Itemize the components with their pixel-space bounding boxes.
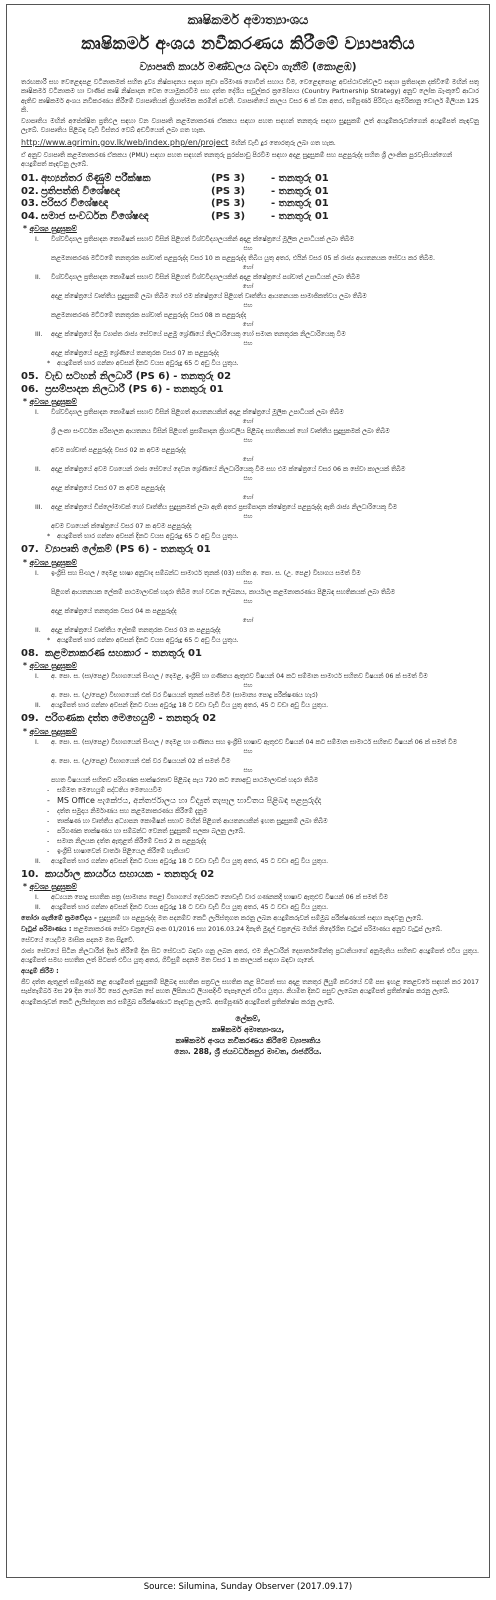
section-heading: 09. පරිගණක දත්ත මෙහෙයුම් - තනතුරු 02 [21,713,217,725]
position-title: පරිසර විශේෂඥ [41,198,109,210]
position-code: (PS 3) [211,210,246,222]
qualifications-heading: * අවශ්‍ය සුදුසුකම් [23,557,77,567]
qualification-item: II. අයදුම්පත් භාර ගන්නා අවසන් දිනට වයස අවුරුදු 18 ට වඩා වැඩි විය යුතු අතර, 45 ට වඩා අඩු විය යුතුය. [35,702,329,710]
qualification-detail: කළමනාකරණ මට්ටමේ තනතුරක පශ්චාත් පළපුරුද්ද වසර 10 ක පළපුරුද්ද තිබිය යුතු අතර, එයින් වසර 05 ක් රාජ්‍ය ආයතනයක සේවය කර තිබීම. [51,255,436,263]
subtitle-heading: ව්‍යාපෘති කාර්ය මණ්ඩලය බඳවා ගැනීම් (කොළඹ) [139,61,357,73]
section-heading: 07. ව්‍යාපෘති ලේකම් (PS 6) - තනතුරු 01 [21,544,211,556]
position-title: සමාජ සංවර්ධන විශේෂඥ [41,210,149,222]
qualification-item: II. විශ්වවිද්‍යාල ප්‍රතිපාදන කොමිෂන් සභාව විසින් පිළිගත් විශ්වවිද්‍යාලයකින් අදාළ ක්ෂේත්‍රයේ පශ්චාත් උපාධියක් ලබා තිබීම [35,274,360,282]
position-code: (PS 3) [211,198,246,210]
qualification-detail: අදාළ ක්ෂේත්‍රයේ වෘත්තීය සුදුසුකම් ලබා තිබීම හෝ එම ක්ෂේත්‍රයේ පිළිගත් වෘත්තීය ආයතනයක සාමාජිකත්වය ලබා තිබීම [51,293,367,301]
qualifications-heading: * අවශ්‍ය සුදුසුකම් [23,397,77,407]
qualification-detail: අ. පො. ස. (උ/පෙළ) විභාගයෙන් එක් වර විෂයයන් 02 ක් සමත් වීම [51,757,231,765]
qualification-item: I. ඉංග්‍රීසි සහ සිංහල / දෙමළ භාෂා අනුවාද සම්බන්ධ සාමාර්ථ තුනක් (03) සහිත අ. පො. ස. (උ. පෙළ) විභාගය සමත් වීම [35,569,361,577]
project-link[interactable]: http://www.agrimin.gov.lk/web/index.php/en/project [21,137,229,147]
connector-and: සහ [243,682,253,690]
qualification-detail: අවම පශ්චාත් පළපුරුද්ද වසර 02 ක අවම පළපුරුද්ද [51,447,186,455]
position-count: - තනතුරු 01 [271,210,329,222]
connector-and: සහ [243,766,253,774]
position-row [21,198,479,211]
position-count: - තනතුරු 01 [271,173,329,185]
intro-paragraph-2: ව්‍යාපෘතිය මඟින් අපේක්ෂිත ප්‍රතිඵල සඳහා වන ව්‍යාපෘති කළමනාකරණ ඒකකය සඳහා පහත සඳහන් තනතුරු සඳහා සුදුසුකම් ලත් අයදුම්කරුවන්ගෙන් අයදුම්පත් කැඳවනු ලැබේ. ව්‍යාපෘතිය පිළිබඳ වැඩි විස්තර වෙබ් අඩවියෙන් ලබා ගත හැක. [21,117,479,135]
qualification-item: II. අයදුම්පත් භාර ගන්නා අවසන් දිනට වයස අවුරුදු 18 ට වඩා වැඩි විය යුතු අතර, 45 ට වඩා අඩු විය යුතුය. [35,857,329,865]
qualification-item: II. අදාළ ක්ෂේත්‍රයේ වෘත්තීය ලේකම් තනතුරක වසර 03 ක පළපුරුද්ද [35,626,221,634]
section-heading: 05. වැඩ සටහන් නිලධාරී (PS 6) - තනතුරු 02 [21,371,232,383]
skill-item: - තාක්ෂණ හා වෘත්තීය අධ්‍යාපන කොමිෂන් සභාව මඟින් පිළිගත් ආයතනයකින් ඉහත සුදුසුකම් ලබා තිබීම [47,817,328,825]
position-number: 04. [21,210,39,222]
position-count: - තනතුරු 01 [271,198,329,210]
connector-or: හෝ [242,283,254,291]
service-note: සේවයේ යෙදවීම මාසික පදනම මත සිදුවේ. [21,937,135,945]
position-code: (PS 3) [211,185,246,197]
position-number: 02. [21,185,39,197]
qualification-item: III. අදාළ ක්ෂේත්‍රයේ ඩිප්ලෝමාවක් හෝ වෘත්තීය සුදුසුකමක් ලබා ඇති අතර ප්‍රසම්පාදන ක්ෂේත්‍රයේ පළපුරුද්ද ඇති රාජ්‍ය නිලධාරියෙකු වීම [35,504,398,512]
signature-line: නො. 288, ශ්‍රී ජයවර්ධනපුර මාවත, රාජගිරිය. [174,1047,322,1057]
connector-and: සහ [243,340,253,348]
qualifications-heading: * අවශ්‍ය සුදුසුකම් [23,726,77,736]
position-number: 03. [21,198,39,210]
advertisement-page [6,4,490,1578]
section-heading: 06. ප්‍රසම්පාදන නිලධාරී (PS 6) - තනතුරු 01 [21,383,224,395]
skill-item: - සම්මත මෙහෙයුම් පද්ධතිය මෙහෙයවීම [47,786,162,794]
qualifications-heading: * අවශ්‍ය සුදුසුකම් [23,661,77,671]
conditions-note: රාජ්‍ය සේවයේ සිටින නිලධාරීන් දීර්ඝ කිරීමේ දින සිට සේවයට බඳවා ගනු ලබන අතර, එම නිලධාරීන් දෙපාර්තමේන්තු ප්‍රධානියාගේ අනුමැතිය සහිතව අයදුම්පත් එවිය යුතුය. අයදුම්පත් සමඟ සහතික ලත් පිටපත් එවිය යුතු අතර, ගිවිසුම් පදනම මත වසර 1 ක කාලයක් සඳහා බඳවා ගැනේ. [21,948,479,965]
connector-and: සහ [243,437,253,445]
position-number: 01. [21,173,39,185]
closing-note: අයදුම්කරුවන් කෙටි ලැයිස්තුගත කර සම්මුඛ පරීක්ෂණයට කැඳවනු ලැබේ. අසම්පූර්ණ අයදුම්පත් ප්‍රතික්ෂේප කරනු ලැබේ. [21,999,335,1007]
skill-item: - දත්ත සමුදාය නිර්මාණය සහ කළමනාකරණය කිරීමේ දැනුම [47,807,208,815]
skill-item: - MS Office පැකේජය, අන්තර්ජාලය හා විද්‍යුත් තැපෑල භාවිතය පිළිබඳ පළපුරුද්ද [47,795,322,805]
signature-line: කෘෂිකර්ම අමාත්‍යාංශය, [211,1025,285,1035]
project-link-line [7,138,489,149]
qualification-detail: අදාළ ක්ෂේත්‍රයේ පළමු ශ්‍රේණියේ තනතුරක වසර 07 ක පළපුරුද්ද [51,350,219,358]
connector-and: සහ [243,245,253,253]
position-row [21,186,479,199]
qualification-item: I. අධ්‍යයන පොදු සහතික පත්‍ර (සාමාන්‍ය පෙළ) විභාගයේ දෙවරකට නොවැඩි වාර ගණනකදී භාෂාව ඇතුළුව විෂයන් 06 ක් සමත් වීම [35,894,388,902]
connector-or: හෝ [242,616,254,624]
qualification-detail: පහත විෂයයන් සහිතව පරිගණක සාක්ෂරතාව පිළිබඳ පැය 720 කට නොඅඩු පාඨමාලාවක් හදාරා තිබීම [51,776,319,784]
qualification-item: II. අයදුම්පත් භාර ගන්නා අවසන් දිනට වයස අවුරුදු 18 ට වඩා වැඩි විය යුතු අතර, 45 ට වඩා අඩු විය යුතුය. [35,904,329,912]
position-row [21,211,479,224]
qualification-detail: ශ්‍රී ලංකා සංවර්ධන පරිපාලන ආයතනය විසින් පිළිගත් ප්‍රසම්පාදන ක්‍රියාවලිය පිළිබඳ සහතිකයක් හෝ වෘත්තීය සුදුසුකමක් ලබා තිබීම [51,428,390,436]
age-requirement: * අයදුම්පත් භාර ගන්නා අවසන් දිනට වයස අවුරුදු 65 ට අඩු විය යුතුය. [47,533,239,541]
project-heading: කෘෂිකර්ම අංශය නවීකරණය කිරීමේ ව්‍යාපෘතිය [81,34,415,54]
signature-block [7,1013,489,1057]
section-heading: 10. කාර්යාල කාර්යය සහායක - තනතුරු 02 [21,868,215,880]
project-link-tail: මඟින් වැඩි දුර තොරතුරු ලබා ගත හැක. [230,139,336,147]
age-requirement: * අයදුම්පත් භාර ගන්නා අවසන් දිනට වයස අවුරුදු 65 ට අඩු විය යුතුය. [47,360,239,368]
intro-text [7,78,489,136]
connector-and: සහ [243,302,253,310]
positions-list [7,173,489,223]
qualification-detail: අවම වශයෙන් ක්ෂේත්‍රයේ වසර 07 ක අවම පළපුරුද්ද [51,523,192,531]
position-count: - තනතුරු 01 [271,185,329,197]
connector-and: සහ [243,513,253,521]
salary-scale: වැටුප් පරිමාණය : කළමනාකරණ සේවා චක්‍රලේඛ අංක 01/2016 සහ 2016.03.24 දිනැති මුදල් චක්‍රලේඛ මඟින් නිර්දේශිත වැටුප් පරිමාණය අනුව වැටුප් ලැබේ. [21,925,443,934]
qualification-item: I. අ. පො. ස. (සා/පෙළ) විභාගයෙන් සිංහල / දෙමළ හා ගණිතය සහ ඉංග්‍රීසි භාෂාව ඇතුළුව විෂයන් 04 කට සම්මාන සාමාර්ථ සහිතව විෂයන් 06 ක් සමත් වීම [35,738,458,746]
qualification-detail: අදාළ ක්ෂේත්‍රයේ තනතුරක වසර 04 ක පළපුරුද්ද [51,607,177,615]
signature-line: ලේකම්, [235,1014,261,1024]
qualification-detail: පිළිගත් ආයතනයක ලේකම් පාඨමාලාවක් හදාරා තිබීම හෝ වචන ලේඛනය, කාර්යාල කළමනාකරණය පිළිබඳ සහතිකයක් ලබා තිබීම [51,588,396,596]
connector-and: සහ [243,578,253,586]
skill-item: - පරිගණක තාක්ෂණය හා සම්බන්ධ වෙනත් සුදුසුකම් සලකා බලනු ලැබේ. [47,827,246,835]
position-title: අභ්‍යන්තර ගිණුම් පරීක්ෂක [41,173,151,185]
connector-and: සහ [243,597,253,605]
connector-or: හෝ [242,264,254,272]
connector-or: හෝ [242,418,254,426]
skill-item: - සමාන නිලයක දත්ත ඇතුළත් කිරීමේ වසර 2 ක පළපුරුද්ද [47,837,207,845]
connector-and: සහ [243,475,253,483]
connector-or: හෝ [242,494,254,502]
connector-or: හෝ [242,456,254,464]
qualification-item: I. අ. පො. ස. (සා/පෙළ) විභාගයෙන් සිංහල / දෙමළ, ඉංග්‍රීසි හා ගණිතය ඇතුළුව විෂයන් 04 කට සම්මාන සාමාර්ථ සහිතව විෂයන් 06 ක් සමත් වීම [35,673,428,681]
signature-line: කෘෂිකර්ම අංශය නවීකරණය කිරීමේ ව්‍යාපෘතිය [175,1036,321,1046]
source-caption: Source: Silumina, Sunday Observer (2017.09.17) [143,1582,353,1592]
apply-heading: අයදුම් කිරීම : [21,967,59,976]
apply-text: ජීව දත්ත ඇතුළත් සම්පූර්ණ කළ අයදුම්පත් සුදුසුකම් පිළිබඳ සහතික පත්‍රවල සහතික කළ පිටපත් සහ අදාළ තනතුර ලියුම් කවරයේ වම් පස ඉහළ කෙළවරේ සඳහන් කර 2017 සැප්තැම්බර් මස 29 දින හෝ ඊට පෙර ලැබෙන සේ පහත ලිපිනයට ලියාපදිංචි තැපෑලෙන් එවිය යුතුය. නියමිත දිනට පසුව ලැබෙන අයදුම්පත් ප්‍රතික්ෂේප කරනු ලැබේ. [21,979,479,996]
ministry-heading: කෘෂිකර්ම අමාත්‍යාංශය [187,13,309,28]
qualification-detail: අදාළ ක්ෂේත්‍රයේ වසර 07 ක අවම පළපුරුද්ද [51,485,166,493]
pmu-paragraph: ඒ අනුව ව්‍යාපෘති කළමනාකරණ ඒකකය (PMU) සඳහා පහත සඳහන් තනතුරු පුරප්පාඩු පිරවීම සඳහා අදාළ සුදුසුකම් සහ පළපුරුද්ද සහිත ශ්‍රී ලාංකික පුරවැසියන්ගෙන් අයදුම්පත් කැඳවනු ලැබේ. [21,150,453,169]
position-code: (PS 3) [211,173,246,185]
connector-and: සහ [243,747,253,755]
qualification-detail: අ. පො. ස. (උ/පෙළ) විභාගයෙන් එක් වර විෂයයන් තුනක් සමත් වීම (සාමාන්‍ය පොදු පරීක්ෂණය හැර) [51,692,318,700]
qualification-item: III. අදාළ ක්ෂේත්‍රයේ දීප ව්‍යාප්ත රාජ්‍ය සේවයේ පළමු ශ්‍රේණියේ නිලධාරියෙකු හෝ සමාන තනතුරක නිලධාරියෙකු වීම [35,331,346,339]
skill-item: - ඉංග්‍රීසි භාෂාවෙන් වාර්තා පිළියෙල කිරීමේ හැකියාව [47,847,190,855]
qualification-item: I. විශ්වවිද්‍යාල ප්‍රතිපාදන කොමිෂන් සභාව විසින් පිළිගත් ආයතනයකින් අදාළ ක්ෂේත්‍රයේ මූලික උපාධියක් ලබා තිබීම [35,409,344,417]
age-requirement: * අයදුම්පත් භාර ගන්නා අවසන් දිනට වයස අවුරුදු 65 ට අඩු විය යුතුය. [47,636,239,644]
intro-paragraph-1: තරඟකාරී සහ වෙළෙඳපළ වටිනාකමක් සහිත ද්‍රව්‍ය නිෂ්පාදනය සඳහා කුඩා පරිමාණ ගොවීන් සහාය වීම, වෙළෙඳපොළ අවස්ථාවන්වලට සඳහා ප්‍රතිපාදන දක්වීමේ මඟින් සතු කෘෂිකර්ම වටිනාකම හා වාණිජ කෘෂි නිෂ්පාදන වෙත යොමුකරවීම සහ දත්ත දේශීය සවුල්කර ක්‍රමෝපාය (Country Partnership Strategy) අනුව ලෝක බැංකුවේ ආධාර ඇතිව කෘෂිකර්ම අංශය නවීකරණය කිරීමේ ව්‍යාපෘතියක් ක්‍රියාත්මක කරමින් පවතී. ව්‍යාපෘතියේ කාලය වසර 6 ක් වන අතර, සම්පූර්ණ පිරිවැය ඇමරිකානු ඩොලර් මිලියන 125 කි. [21,78,479,114]
position-row [21,173,479,186]
qualification-item: II. අදාළ ක්ෂේත්‍රයේ අවම වශයෙන් රාජ්‍ය සේවයේ දෙවන ශ්‍රේණියේ නිලධාරියෙකු වීම සහ එම ක්ෂේත්‍රයේ වසර 06 ක සේවා කාලයක් තිබීම [35,466,406,474]
connector-or: හෝ [242,321,254,329]
selection-method: තෝරා ගැනීමේ ක්‍රමවේදය - සුදුසුකම් හා පළපුරුද්ද මත පදනම්ව කෙටි ලැයිස්තුගත කරනු ලබන අයදුම්කරුවන් සම්මුඛ පරීක්ෂණයක් සඳහා කැඳවනු ලැබේ. [21,914,424,923]
qualifications-heading: * අවශ්‍ය සුදුසුකම් [23,224,77,234]
qualification-detail: කළමනාකරණ මට්ටමේ තනතුරක පශ්චාත් පළපුරුද්ද වසර 08 ක පළපුරුද්ද [51,312,247,320]
position-title: ප්‍රතිපත්ති විශේෂඥ [41,185,121,197]
qualification-item: I. විශ්වවිද්‍යාල ප්‍රතිපාදන කොමිෂන් සභාව විසින් පිළිගත් විශ්වවිද්‍යාලයකින් අදාළ ක්ෂේත්‍රයේ මූලික උපාධියක් ලබා තිබීම [35,236,354,244]
section-heading: 08. කළමනාකරණ සහකාර - තනතුරු 01 [21,647,202,659]
qualifications-heading: * අවශ්‍ය සුදුසුකම් [23,882,77,892]
